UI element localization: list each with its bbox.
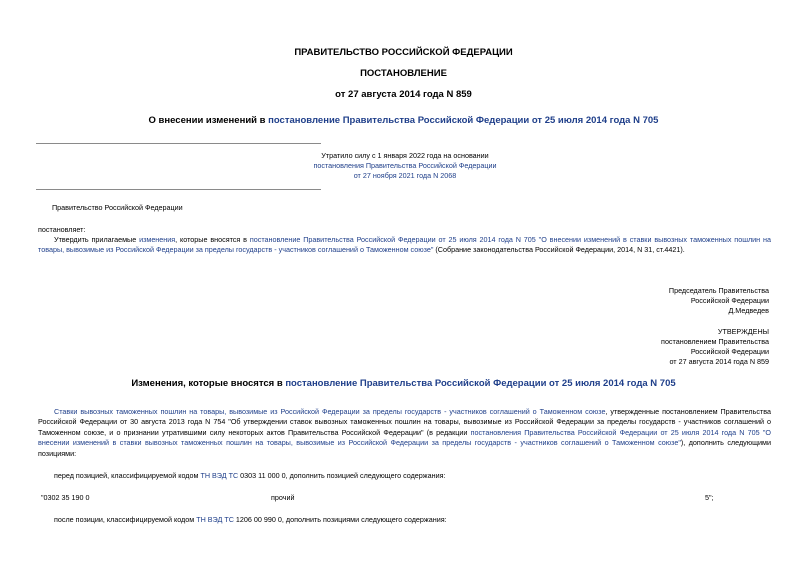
resolution-paragraph [38,235,771,256]
signature-position: Председатель Правительства [668,286,769,295]
changes-text-a: , утвержденные постановлением Правительства Российской Федерации от 30 августа 2013 года N 754 "Об утверждении ставок вывозных таможенных пошлин на товары, вывозимые из Российской Федерации за пределы государств - участников соглашений о Таможенном союзе, и о признании утратившими силу некоторых актов Правительства Российской Федерации" (в редакции [38,407,771,437]
government-name: Правительство Российской Федерации [52,203,183,212]
export-duties-link[interactable]: Ставки вывозных таможенных пошлин на товары, вывозимые из Российской Федерации за пределы государств - участников соглашений о Таможенном союзе [54,407,606,416]
repeal-notice-link[interactable]: постановления Правительства Российской Федерации [313,161,497,170]
table-row-code: "0302 35 190 0 [41,493,90,502]
signature-country: Российской Федерации [690,296,769,305]
title-prefix: О внесении изменений в [148,115,269,126]
table-row-rate: 5"; [705,493,714,502]
approval-date: от 27 августа 2014 года N 859 [669,357,769,366]
resolution-text-b: , которые вносятся в [175,235,250,244]
changes-title [0,378,807,389]
title-link[interactable]: постановление Правительства Российской Федерации от 25 июля 2014 года N 705 [268,115,659,126]
document-title [0,115,807,126]
government-heading: ПРАВИТЕЛЬСТВО РОССИЙСКОЙ ФЕДЕРАЦИИ [294,47,513,58]
before-position-line [54,471,445,481]
after-text-a: после позиции, классифицируемой кодом [54,515,197,524]
tn-ved-link-2[interactable]: ТН ВЭД ТС [196,515,234,524]
repeal-notice [270,151,540,181]
document-type: ПОСТАНОВЛЕНИЕ [360,68,447,79]
table-row-name: прочий [271,493,295,502]
notice-bottom-rule [36,189,321,190]
repeal-notice-line1: Утратило силу с 1 января 2022 года на основании [321,151,489,160]
tn-ved-link-1[interactable]: ТН ВЭД ТС [200,471,239,480]
repeal-notice-link-date[interactable]: от 27 ноября 2021 года N 2068 [353,171,457,180]
notice-top-rule [36,143,321,144]
signature-name: Д.Медведев [728,306,769,315]
document-date: от 27 августа 2014 года N 859 [335,89,472,100]
before-text-b: 0303 11 000 0, дополнить позицией следующего содержания: [238,471,446,480]
after-text-b: 1206 00 990 0, дополнить позициями следующего содержания: [233,515,447,524]
approval-title: УТВЕРЖДЕНЫ [717,327,769,336]
resolution-text-a: Утвердить прилагаемые [54,235,140,244]
changes-title-prefix: Изменения, которые вносятся в [131,378,286,389]
changes-text-b: ), дополнить следующими позициями: [38,438,772,458]
changes-705-link[interactable]: постановления Правительства Российской Федерации от 25 июля 2014 года N 705 "О внесении изменений в ставки вывозных таможенных пошлин на товары, вывозимые из Российской Федерации за пределы государств - участников соглашений о Таможенном союзе" [38,427,771,448]
resolves-label: постановляет: [38,225,86,234]
changes-title-link[interactable]: постановление Правительства Российской Федерации от 25 июля 2014 года N 705 [285,378,676,389]
resolution-text-c: (Собрание законодательства Российской Федерации, 2014, N 31, ст.4421). [433,245,685,255]
before-text-a: перед позицией, классифицируемой кодом [54,471,201,480]
changes-link[interactable]: изменения [139,235,176,244]
approval-country: Российской Федерации [690,347,769,356]
approval-block [661,327,769,367]
approval-by: постановлением Правительства [661,337,769,346]
after-position-line [54,515,447,525]
resolution-705-link[interactable]: постановление Правительства Российской Федерации от 25 июля 2014 года N 705 "О внесении изменений в ставки вывозных таможенных пошлин на товары, вывозимые из Российской Федерации за пределы государств - участников соглашений о Таможенном союзе" [38,235,771,255]
signature-block [669,286,769,316]
changes-paragraph [38,407,771,459]
